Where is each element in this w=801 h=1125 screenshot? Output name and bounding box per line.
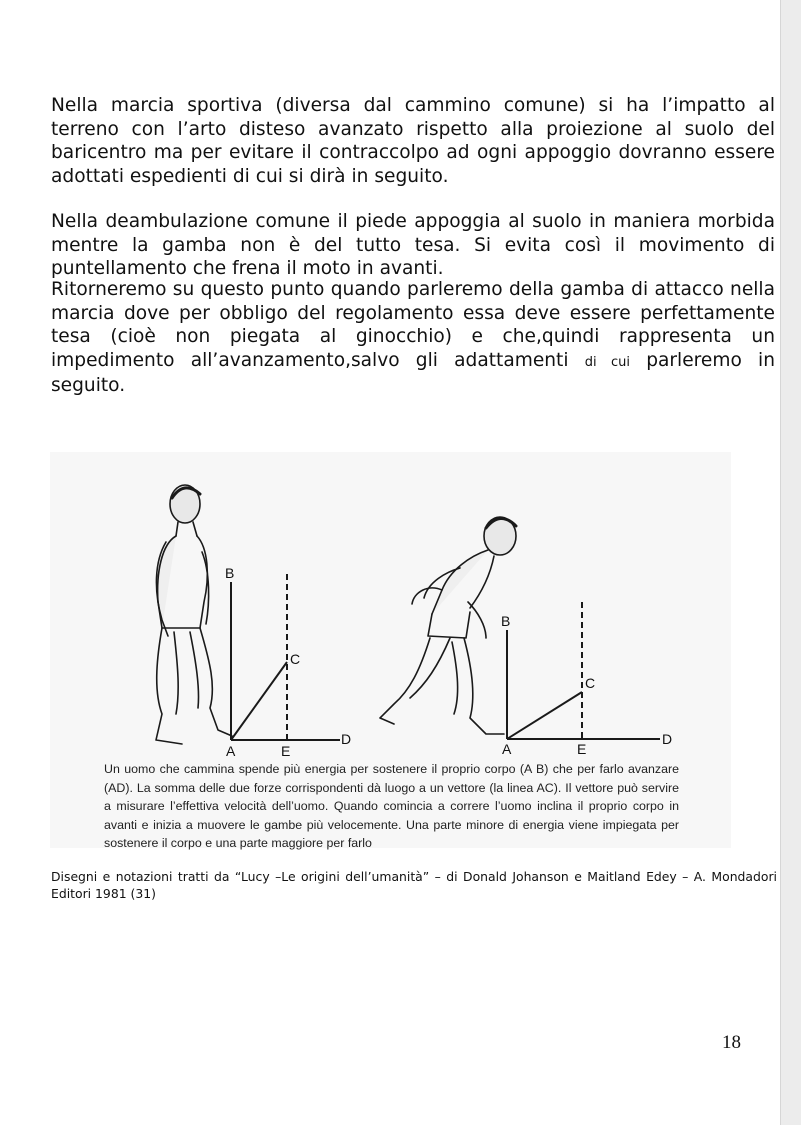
figure-credit: Disegni e notazioni tratti da “Lucy –Le origini dell’umanità” – di Donald Johanson e Maitland Edey – A. Mondadori Editori 1981 (31) bbox=[51, 869, 777, 901]
page-edge-strip bbox=[780, 0, 801, 1125]
left-vector-ac bbox=[231, 662, 287, 740]
page-number: 18 bbox=[722, 1032, 741, 1053]
right-label-c: C bbox=[585, 675, 596, 691]
right-label-d: D bbox=[662, 731, 673, 747]
left-vector-diagram bbox=[231, 574, 340, 740]
running-man-illustration bbox=[380, 517, 516, 734]
paragraph-1: Nella marcia sportiva (diversa dal cammino comune) si ha l’impatto al terreno con l’arto disteso avanzato rispetto alla proiezione al suolo del baricentro ma per evitare il contraccolpo ad ogni appoggio dovranno essere adottati espedienti di cui si dirà in seguito. bbox=[51, 95, 775, 187]
paragraph-2: Nella deambulazione comune il piede appoggia al suolo in maniera morbida mentre la gamba non è del tutto tesa. Si evita così il movimento di puntellamento che frena il moto in avanti. bbox=[51, 211, 775, 279]
right-vector-ac bbox=[507, 692, 582, 739]
paragraph-3-small-text: di cui bbox=[584, 354, 631, 370]
left-label-b: B bbox=[225, 565, 235, 581]
right-label-a: A bbox=[502, 741, 512, 757]
paragraph-3-text: Ritorneremo su questo punto quando parleremo della gamba di attacco nella marcia dove per obbligo del regolamento essa deve essere perfettamente tesa (cioè non piegata al ginocchio) e che,quindi rappresenta un impedimento all’avanzamento,salvo gli adattamenti bbox=[51, 279, 775, 371]
figure-caption: Un uomo che cammina spende più energia per sostenere il proprio corpo (A B) che per farlo avanzare (AD). La somma delle due forze corrispondenti dà luogo a un vettore (la linea AC). Il vettore può servire a misurare l’effettiva velocità dell’uomo. Quando comincia a correre l’uomo inclina il proprio corpo in avanti e inizia a muovere le gambe più velocemente. Una parte minore di energia viene impiegata per sostenere il corpo e una parte maggiore per farlo bbox=[104, 762, 679, 851]
paragraph-3 bbox=[51, 278, 775, 398]
left-label-c: C bbox=[290, 651, 301, 667]
walking-man-illustration bbox=[156, 485, 235, 744]
right-vector-diagram bbox=[507, 602, 660, 739]
left-label-e: E bbox=[281, 743, 291, 759]
left-label-a: A bbox=[226, 743, 236, 759]
right-label-e: E bbox=[577, 741, 587, 757]
left-label-d: D bbox=[341, 731, 352, 747]
right-label-b: B bbox=[501, 613, 511, 629]
paragraph-3-text-end: parleremo in seguito. bbox=[51, 349, 775, 396]
